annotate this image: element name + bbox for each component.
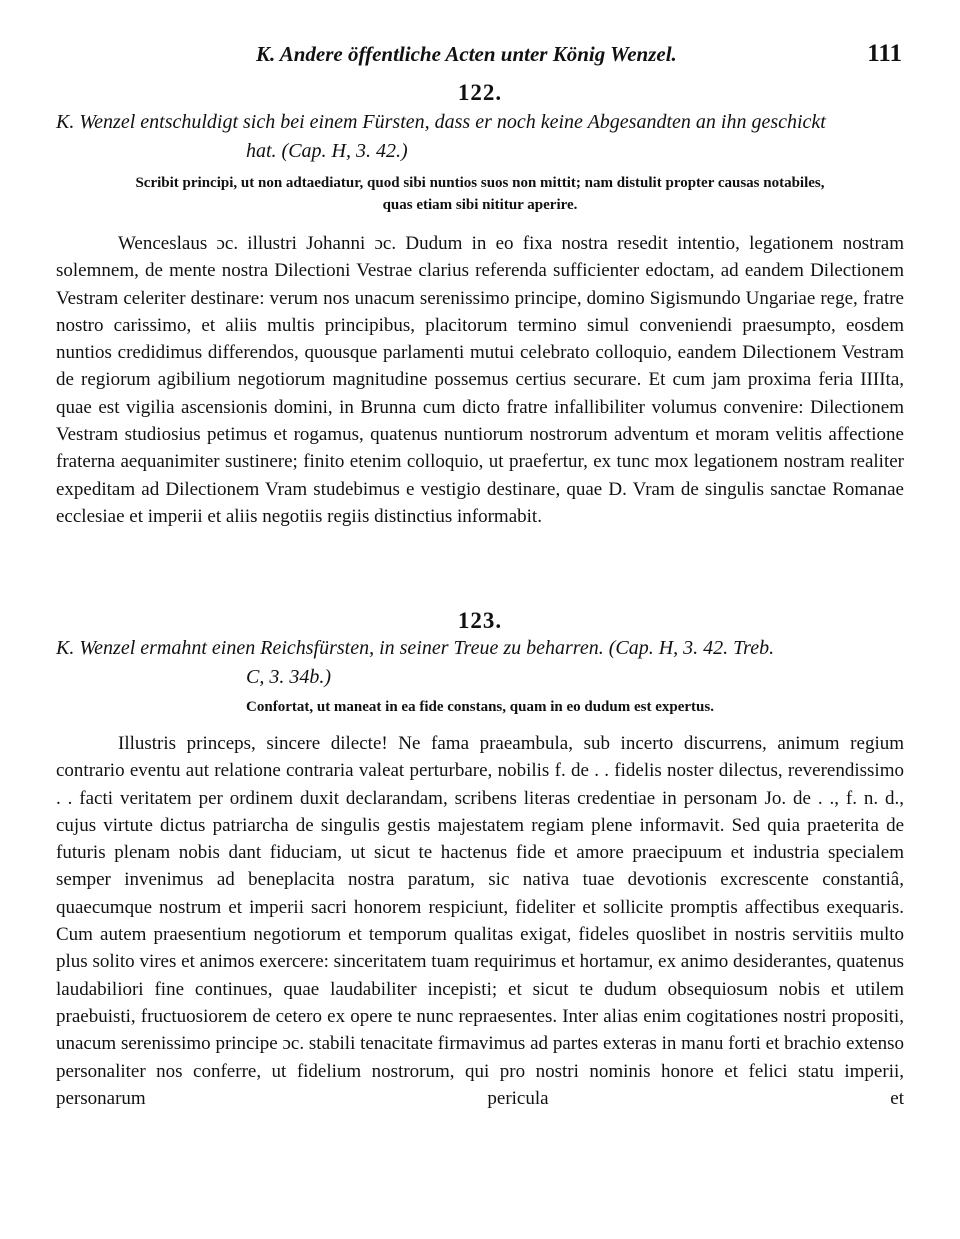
page-number: 111 [867,40,902,67]
running-head [56,42,904,72]
document-title-122-line2: hat. (Cap. H, 3. 42.) [246,140,408,162]
document-title-123 [56,634,904,692]
document-title-122 [56,108,904,166]
document-title-123-line1: K. Wenzel ermahnt einen Reichsfürsten, in seiner Treue zu beharren. (Cap. H, 3. 42. Treb. [56,637,775,659]
document-abstract-122-line1: Scribit principi, ut non adtaediatur, quod sibi nuntios suos non mittit; nam distulit propter causas notabiles, [135,175,825,191]
running-title: K. Andere öffentliche Acten unter König Wenzel. [256,42,677,66]
document-text-123: Illustris princeps, sincere dilecte! Ne fama praeambula, sub incerto discurrens, animum regium contrario eventu aut relatione contraria valeat perturbare, nobilis f. de . . fidelis noster dilectus, reverendissimo . . facti veritatem per ordinem duxit declarandam, scribens literas credentiae in personam Jo. de . ., f. n. d., cujus virtute dictus patriarcha de singulis gestis majestatem regiam plene informavit. Sed quia praeterita de futuris plenam nobis dant fiduciam, ut sicut te hactenus fide et amore praecipuum et industria specialem semper invenimus ad beneplacita nostra paratum, sic nativa tuae devotionis excrescente constantiâ, quaecumque nostrum et imperii sacri honorem respiciunt, fideliter et sollicite promptis affectibus exequaris. Cum autem praesentium negotiorum et temporum qualitas exigat, fideles quoslibet in nostris servitiis multo plus solito vires et animos exercere: sinceritatem tuam requirimus et hortamur, ex animo desiderantes, quatenus laudabiliori fine continues, quae laudabiliter incepisti; et sicut te dudum obsequiosum nobis et utilem praebuisti, fructuosiorem de cetero ex opere te nunc repraesentes. Inter alias enim cogitationes nostri propositi, unacum serenissimo principe ɔc. stabili tenacitate firmavimus ad partes exteras in manu forti et brachio extenso personaliter nos conferre, ut fidelium nostrorum, qui pro nostri nominis honore et felici statu imperii, personarum pericula et [56,733,904,1109]
document-abstract-122 [56,172,904,216]
document-number-122: 122. [457,80,503,105]
document-text-122: Wenceslaus ɔc. illustri Johanni ɔc. Dudum in eo fixa nostra resedit intentio, legationem nostram solemnem, de mente nostra Dilectioni Vestrae clarius referenda sufficienter edoctam, ad eandem Dilectionem Vestram celeriter destinare: verum nos unacum serenissimo principe, domino Sigismundo Ungariae rege, fratre nostro carissimo, et aliis multis principibus, placitorum termino simul conveniendi praesumpto, eosdem nuntios credidimus differendos, quousque parlamenti mutui celebrato colloquio, eandem Dilectionem Vestram de regiorum agibilium negotiorum magnitudine possemus certius securare. Et cum jam proxima feria IIIIta, quae est vigilia ascensionis domini, in Brunna cum dicto fratre infallibiliter volumus convenire: Dilectionem Vestram studiosius petimus et rogamus, quatenus nuntiorum nostrorum adventum et moram velitis affectione fraterna aequanimiter sustinere; finito etenim colloquio, ut praefertur, ex tunc mox legationem nostram realiter expeditam ad Dilectionem Vram studebimus e vestigio destinare, quae D. Vram de singulis sanctae Romanae ecclesiae et imperii et aliis negotiis regiis distinctius informabit. [56,233,904,527]
document-title-123-line2: C, 3. 34b.) [246,666,331,688]
document-abstract-122-line2: quas etiam sibi nititur aperire. [382,197,578,213]
document-number-123: 123. [457,608,503,633]
document-title-122-line1: K. Wenzel entschuldigt sich bei einem Fürsten, dass er noch keine Abgesandten an ihn geschickt [56,111,826,133]
document-abstract-123: Confortat, ut maneat in ea fide constans, quam in eo dudum est expertus. [246,699,714,715]
